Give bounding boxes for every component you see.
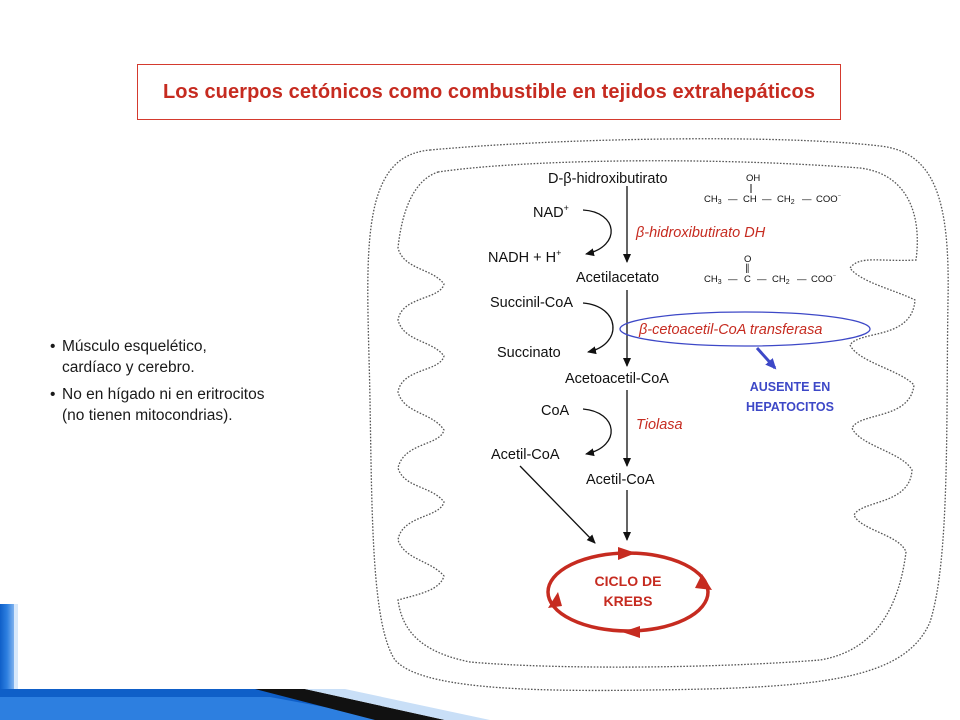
svg-text:COO⁻: COO⁻ [811,274,837,285]
label-acetoacetyl-coa: Acetoacetil-CoA [565,371,669,387]
absent-note-line2: HEPATOCITOS [746,400,834,414]
svg-text:O: O [744,254,752,265]
bullet-line: No en hígado ni en eritrocitos [62,386,265,403]
svg-text:OH: OH [746,173,761,184]
label-hydroxybutyrate: D-β-hidroxibutirato [548,171,668,187]
svg-text:CH2: $CH_2$ [777,194,795,206]
bullet-line: (no tienen mitocondrias). [62,407,233,424]
absent-note-line1: AUSENTE EN [749,380,831,394]
krebs-arrowhead-top [618,547,636,560]
label-succinate: Succinato [497,345,561,361]
succinyl-curve-arrow [583,303,613,352]
svg-text:COO⁻: COO⁻ [816,194,842,205]
absent-arrow [757,348,775,368]
acetyl-to-krebs-arrow [520,466,595,543]
svg-text:—: — [797,274,807,285]
bullet-line: Músculo esquelético, [62,338,207,355]
krebs-arrowhead-right [695,574,712,590]
formula-hydroxybutyrate [704,173,842,206]
svg-text:—: — [728,194,738,205]
svg-text:CH3: $CH_3$ [704,274,722,286]
svg-text:C: C [744,274,751,285]
enzyme-dehydrogenase: β-hidroxibutirato DH [636,225,766,241]
nad-curve-arrow [583,210,611,254]
label-nad: NAD+ [533,203,569,221]
krebs-line2: KREBS [603,593,653,609]
enzyme-transferase: β-cetoacetil-CoA transferasa [639,322,823,338]
svg-text:—: — [762,194,772,205]
label-succinyl-coa: Succinil-CoA [490,295,573,311]
outer-membrane [368,139,948,691]
krebs-arrowhead-bottom [622,626,640,638]
krebs-cycle [548,547,712,638]
label-nadh: NADH + H+ [488,248,562,266]
krebs-line1: CICLO DE [594,573,662,589]
svg-text:—: — [728,274,738,285]
label-acetyl-coa-left: Acetil-CoA [491,447,560,463]
label-acetoacetate: Acetilacetato [576,270,660,286]
enzyme-thiolase: Tiolasa [636,417,683,433]
svg-text:CH3: $CH_3$ [704,194,722,206]
bullet-dot: • [50,338,56,355]
slide-decoration [0,604,490,720]
svg-text:—: — [802,194,812,205]
slide-title: Los cuerpos cetónicos como combustible en tejidos extrahepáticos [162,80,816,103]
label-coa: CoA [541,403,570,419]
svg-text:CH: CH [743,194,757,205]
coa-curve-arrow [583,409,611,454]
bullet-line: cardíaco y cerebro. [62,359,195,376]
svg-text:—: — [757,274,767,285]
bullet-dot: • [50,386,56,403]
label-acetyl-coa-center: Acetil-CoA [586,472,655,488]
svg-text:CH2: $CH_2$ [772,274,790,286]
formula-acetoacetate [704,254,837,286]
svg-text:∥: ∥ [745,263,750,274]
